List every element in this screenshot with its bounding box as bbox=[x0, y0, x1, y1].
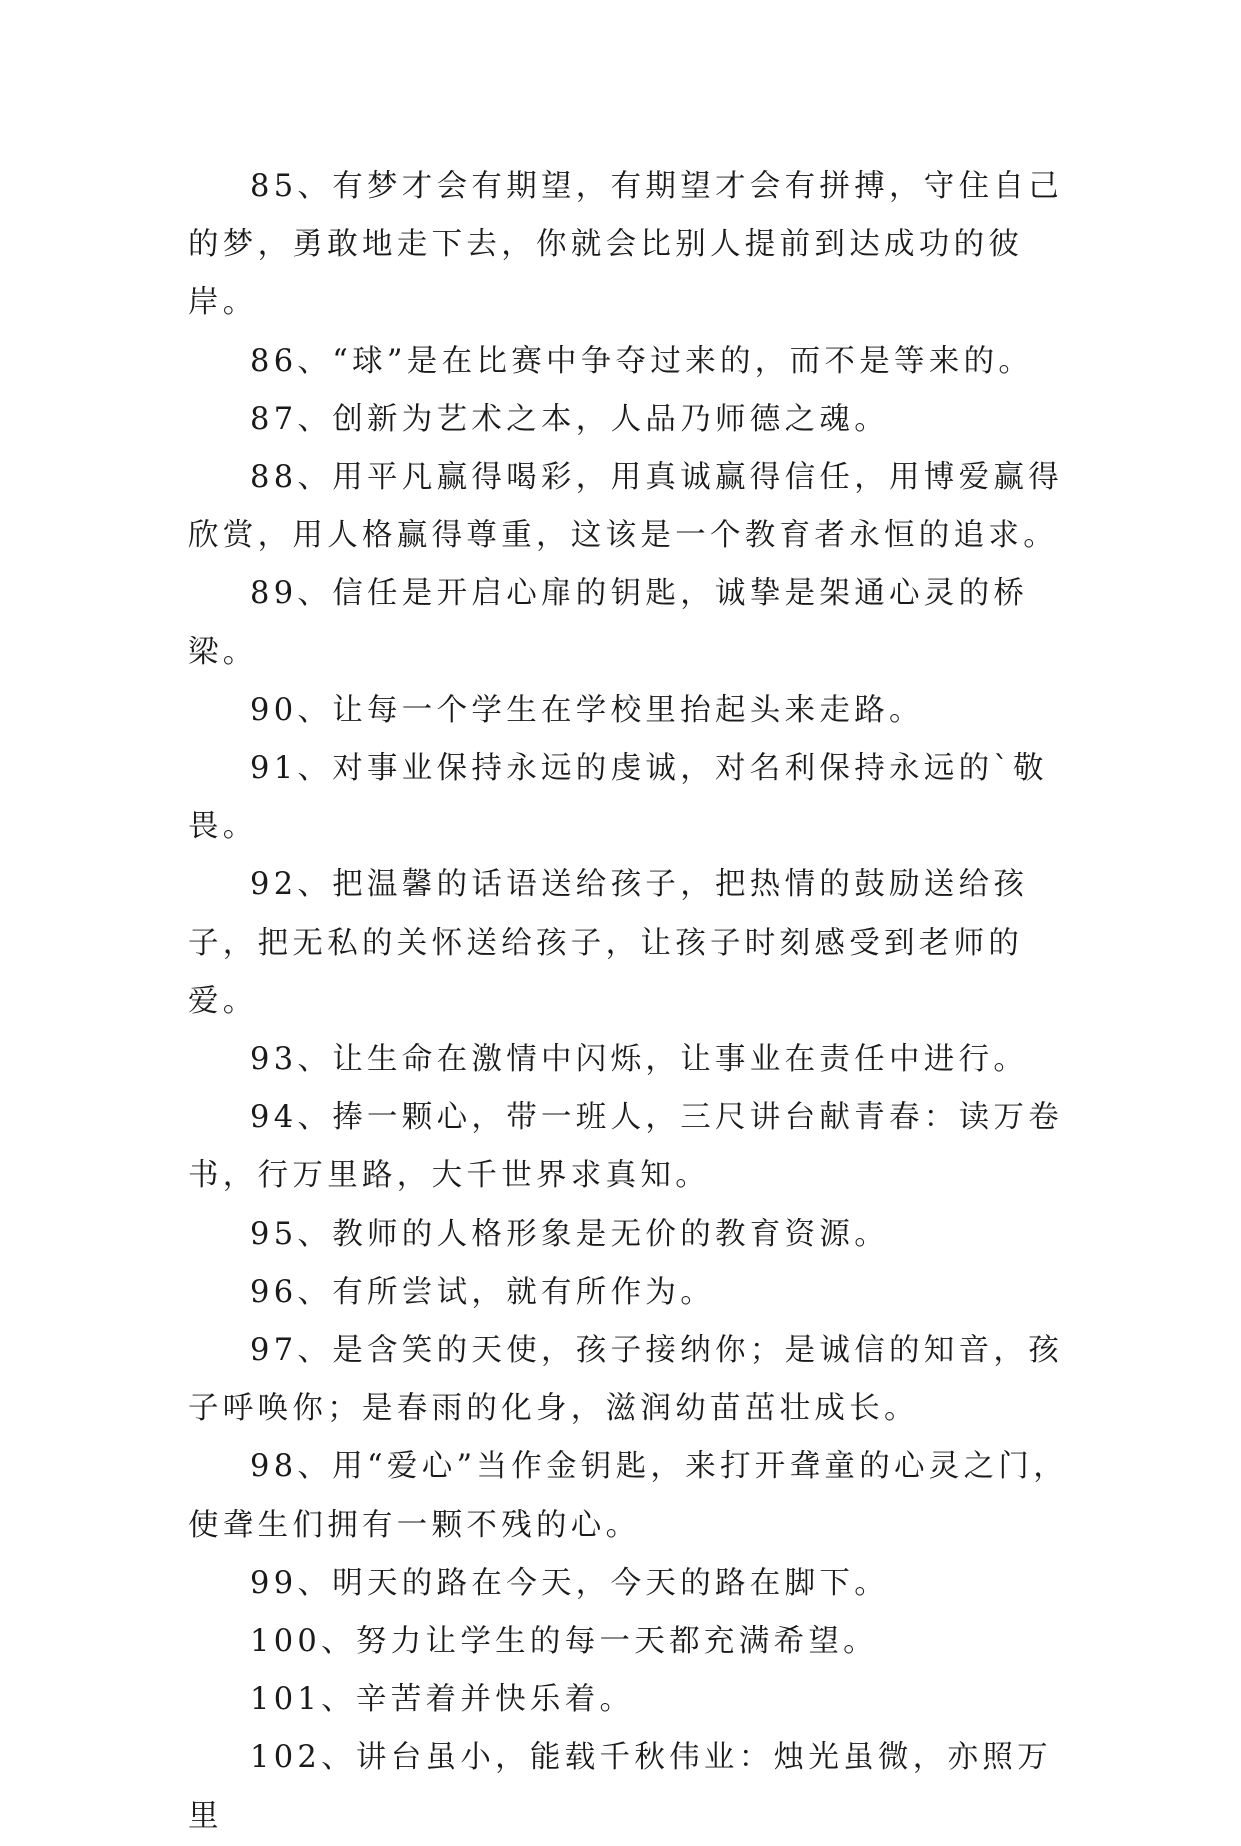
paragraph-88: 88、用平凡赢得喝彩，用真诚赢得信任，用博爱赢得欣赏，用人格赢得尊重，这该是一个教育者永恒的追求。 bbox=[188, 460, 1064, 554]
paragraph-98: 98、用“爱心”当作金钥匙，来打开聋童的心灵之门，使聋生们拥有一颗不残的心。 bbox=[188, 1449, 1068, 1543]
paragraph-86: 86、“球”是在比赛中争夺过来的，而不是等来的。 bbox=[250, 343, 1034, 379]
paragraph-94: 94、捧一颗心，带一班人，三尺讲台献青春：读万卷书，行万里路，大千世界求真知。 bbox=[188, 1100, 1064, 1194]
document-body bbox=[188, 158, 1068, 1846]
paragraph-87: 87、创新为艺术之本，人品乃师德之魂。 bbox=[250, 401, 890, 437]
paragraph-92: 92、把温馨的话语送给孩子，把热情的鼓励送给孩子，把无私的关怀送给孩子，让孩子时刻感受到老师的爱。 bbox=[188, 867, 1029, 1019]
paragraph-90: 90、让每一个学生在学校里抬起头来走路。 bbox=[250, 692, 924, 728]
paragraph-93: 93、让生命在激情中闪烁，让事业在责任中进行。 bbox=[250, 1042, 1029, 1078]
paragraph-97: 97、是含笑的天使，孩子接纳你；是诚信的知音，孩子呼唤你；是春雨的化身，滋润幼苗茁壮成长。 bbox=[188, 1333, 1064, 1427]
paragraph-89: 89、信任是开启心扉的钥匙，诚挚是架通心灵的桥梁。 bbox=[188, 576, 1029, 670]
paragraph-96: 96、有所尝试，就有所作为。 bbox=[250, 1274, 716, 1310]
paragraph-85: 85、有梦才会有期望，有期望才会有拼搏，守住自己的梦，勇敢地走下去，你就会比别人提前到达成功的彼岸。 bbox=[188, 169, 1064, 321]
paragraph-100: 100、努力让学生的每一天都充满希望。 bbox=[250, 1624, 878, 1660]
paragraph-95: 95、教师的人格形象是无价的教育资源。 bbox=[250, 1216, 890, 1252]
paragraph-91: 91、对事业保持永远的虔诚，对名利保持永远的`敬畏。 bbox=[188, 751, 1048, 845]
paragraph-101: 101、辛苦着并快乐着。 bbox=[250, 1682, 635, 1718]
paragraph-102: 102、讲台虽小，能载千秋伟业：烛光虽微，亦照万里 bbox=[188, 1740, 1052, 1834]
paragraph-99: 99、明天的路在今天，今天的路在脚下。 bbox=[250, 1565, 890, 1601]
